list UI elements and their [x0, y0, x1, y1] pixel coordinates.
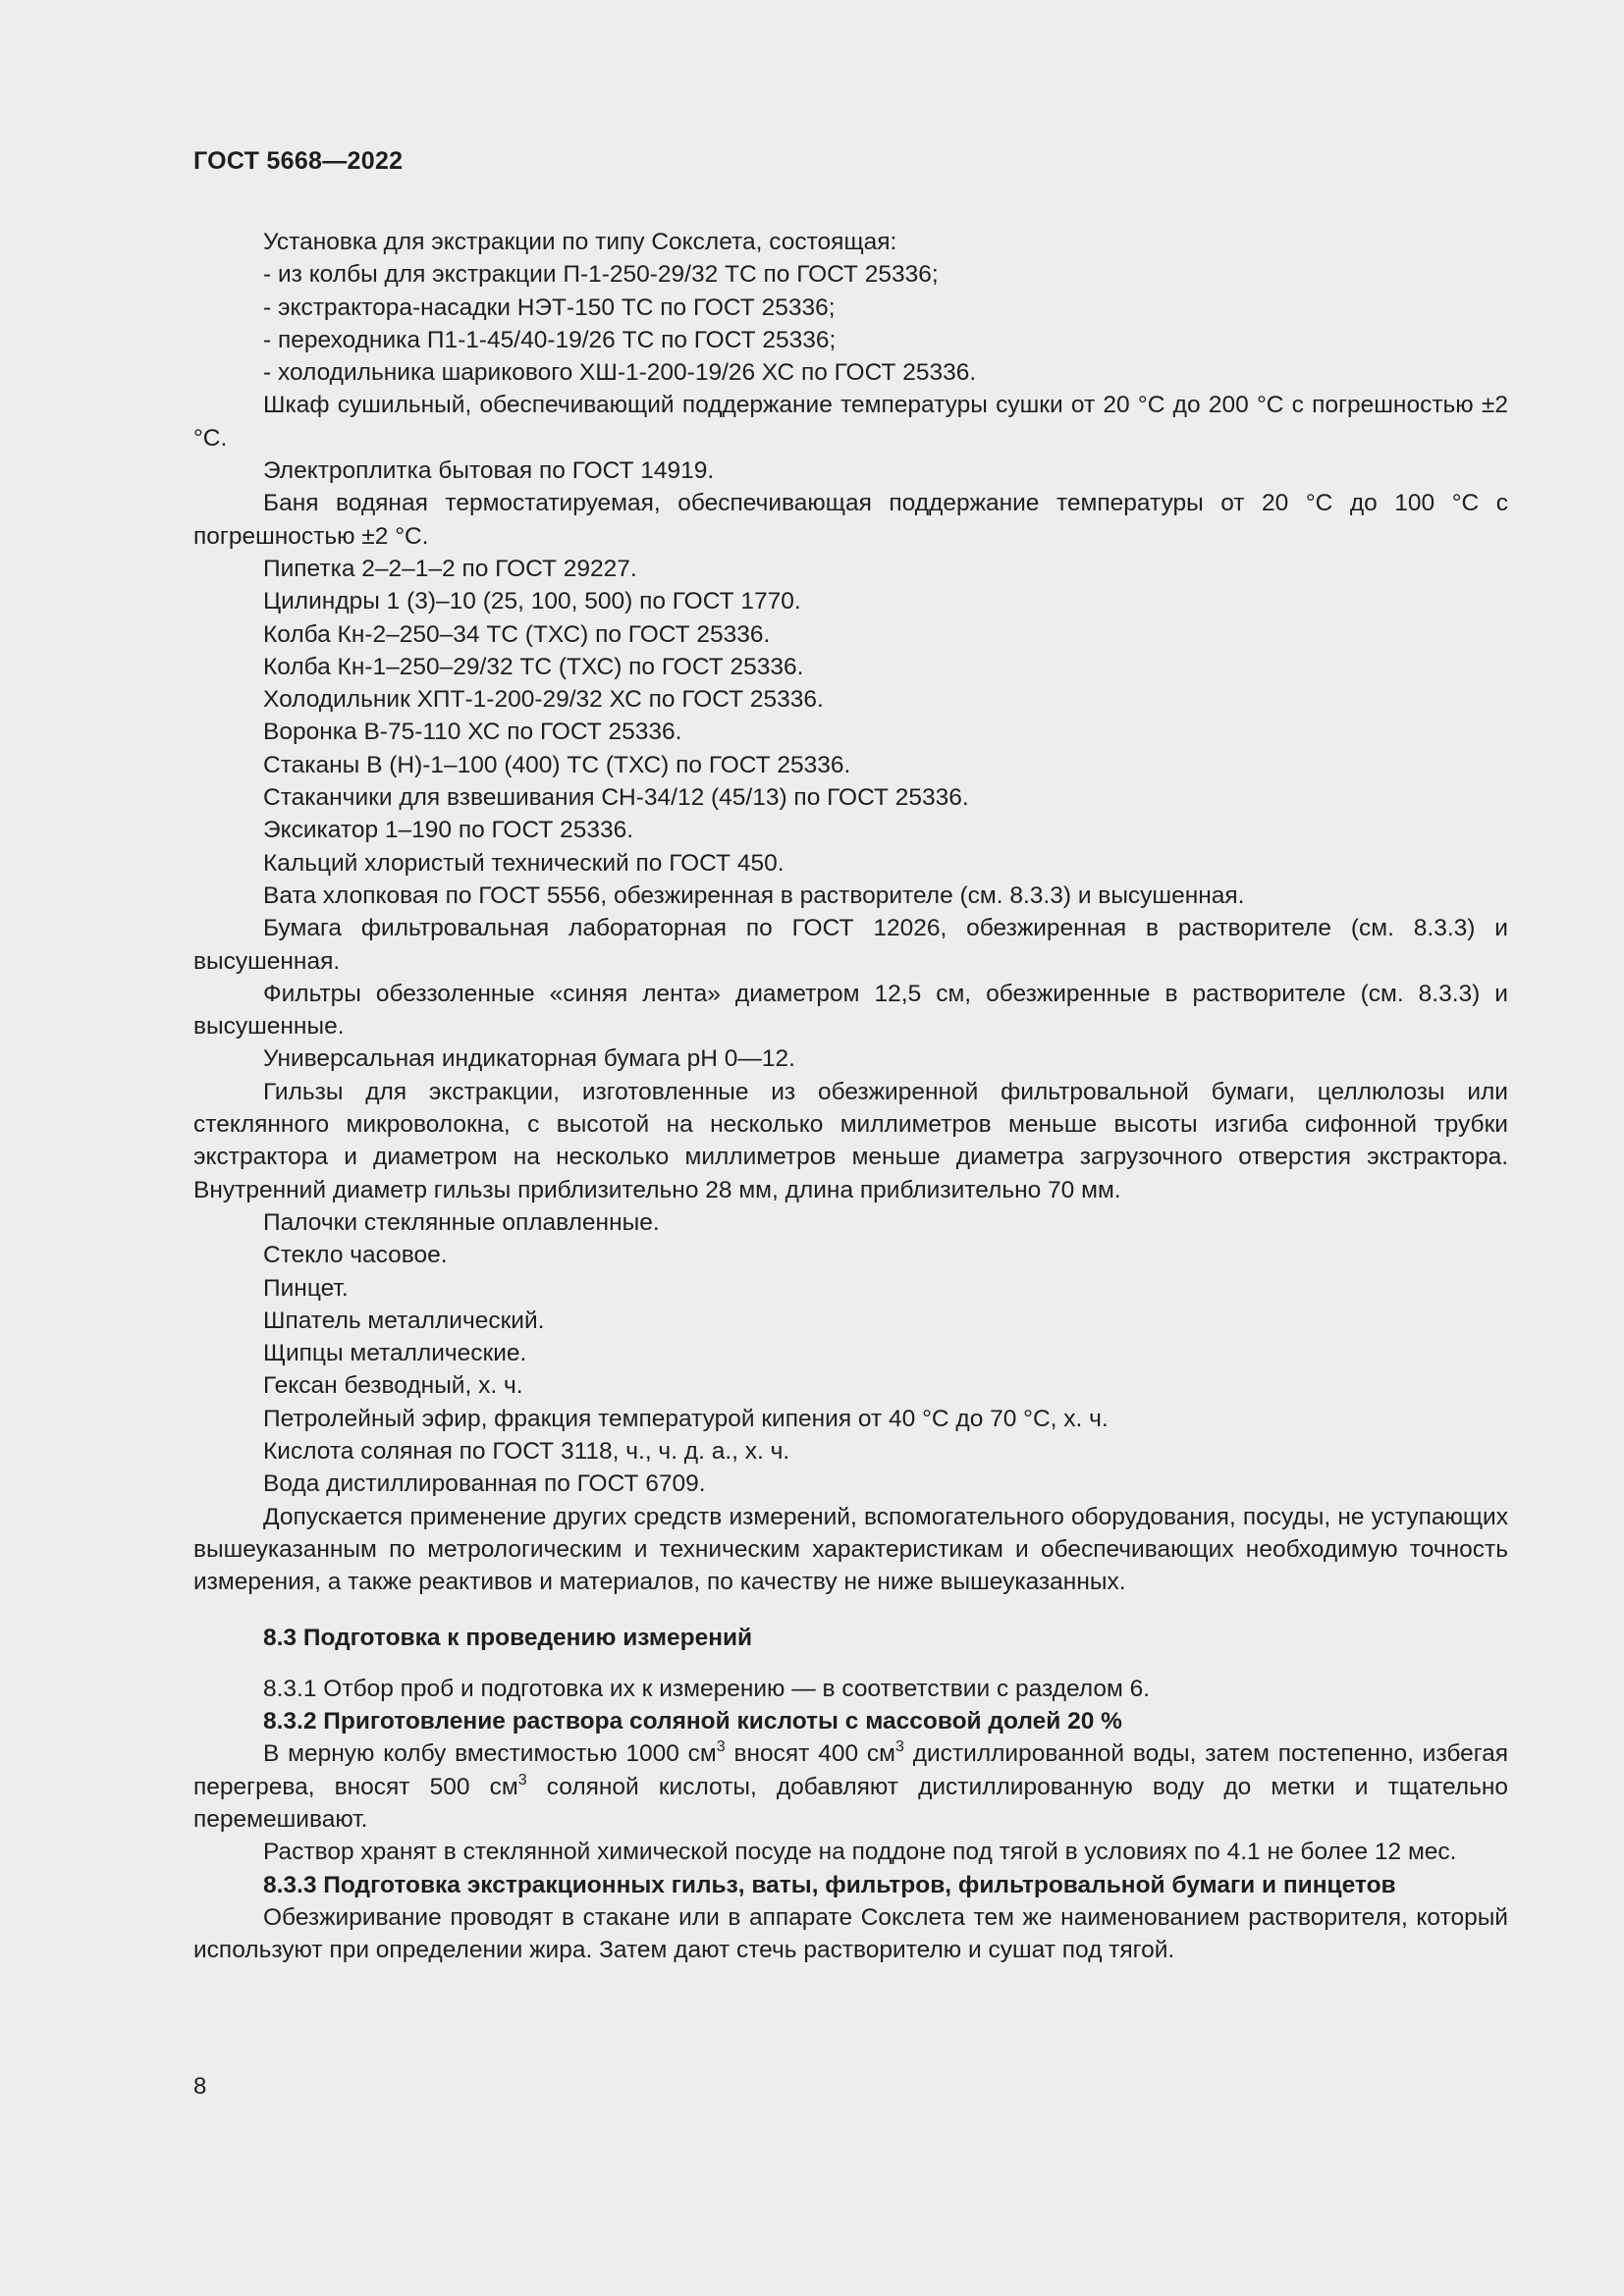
paragraph-cotton-wool: Вата хлопковая по ГОСТ 5556, обезжиренная в растворителе (см. 8.3.3) и высушенная. — [263, 881, 1245, 909]
document-header: ГОСТ 5668—2022 — [193, 147, 404, 175]
subsection-heading-8-3-2: 8.3.2 Приготовление раствора соляной кислоты с массовой долей 20 % — [263, 1708, 1122, 1735]
paragraph-funnel: Воронка В-75-110 ХС по ГОСТ 25336. — [263, 719, 682, 746]
paragraph-filters-blue: Фильтры обеззоленные «синяя лента» диаметром 12,5 см, обезжиренные в растворителе (см. 8.3.3) и высушенные. — [193, 980, 1508, 1041]
paragraph-weighing-bottles: Стаканчики для взвешивания СН-34/12 (45/13) по ГОСТ 25336. — [263, 784, 969, 812]
paragraph-alternatives: Допускается применение других средств измерений, вспомогательного оборудования, посуды, не уступающих вышеуказанным по метрологическим и техническим характеристикам и обеспечивающих необходимую точность измерения, а также реактивов и материалов, по качеству не ниже вышеуказанных. — [193, 1503, 1508, 1596]
list-item-soxhlet-condenser: - холодильника шарикового ХШ-1-200-19/26 ХС по ГОСТ 25336. — [263, 359, 977, 387]
paragraph-thimbles: Гильзы для экстракции, изготовленные из обезжиренной фильтровальной бумаги, целлюлозы или стеклянного микроволокна, с высотой на несколько миллиметров меньше высоты изгиба сифонной трубки экстрактора и диаметром на несколько миллиметров меньше диаметра загрузочного отверстия экстрактора. Внутренний диаметр гильзы приблизительно 28 мм, длина приблизительно 70 мм. — [193, 1078, 1508, 1203]
paragraph-8-3-2-storage: Раствор хранят в стеклянной химической посуде на поддоне под тягой в условиях по 4.1 не более 12 мес. — [263, 1839, 1457, 1866]
list-item-soxhlet-adapter: - переходника П1-1-45/40-19/26 ТС по ГОСТ 25336; — [263, 326, 837, 353]
paragraph-hydrochloric-acid: Кислота соляная по ГОСТ 3118, ч., ч. д. а., х. ч. — [263, 1437, 790, 1465]
paragraph-watch-glass: Стекло часовое. — [263, 1242, 448, 1269]
superscript: 3 — [894, 1738, 904, 1756]
superscript: 3 — [517, 1771, 527, 1789]
paragraph-flask-kn2: Колба Кн-2–250–34 ТС (ТХС) по ГОСТ 25336. — [263, 620, 771, 648]
paragraph-pipette: Пипетка 2–2–1–2 по ГОСТ 29227. — [263, 555, 637, 582]
paragraph-8-3-2-text — [193, 1737, 1508, 1836]
paragraph-8-3-1: 8.3.1 Отбор проб и подготовка их к измерению — в соответствии с разделом 6. — [263, 1675, 1151, 1702]
paragraph-beakers: Стаканы В (Н)-1–100 (400) ТС (ТХС) по ГОСТ 25336. — [263, 751, 851, 778]
paragraph-desiccator: Эксикатор 1–190 по ГОСТ 25336. — [263, 817, 634, 844]
paragraph-water-bath: Баня водяная термостатируемая, обеспечивающая поддержание температуры от 20 °С до 100 °С с погрешностью ±2 °С. — [193, 490, 1508, 550]
paragraph-calcium-chloride: Кальций хлористый технический по ГОСТ 450. — [263, 849, 785, 877]
list-item-soxhlet-flask: - из колбы для экстракции П-1-250-29/32 ТС по ГОСТ 25336; — [263, 261, 939, 289]
paragraph-drying-oven: Шкаф сушильный, обеспечивающий поддержание температуры сушки от 20 °С до 200 °С с погрешностью ±2 °С. — [193, 392, 1508, 452]
paragraph-ph-paper: Универсальная индикаторная бумага pH 0—12. — [263, 1045, 795, 1073]
paragraph-hotplate: Электроплитка бытовая по ГОСТ 14919. — [263, 457, 715, 485]
paragraph-glass-rods: Палочки стеклянные оплавленные. — [263, 1208, 660, 1236]
paragraph-8-3-3-text: Обезжиривание проводят в стакане или в аппарате Сокслета тем же наименованием растворителя, который используют при определении жира. Затем дают стечь растворителю и сушат под тягой. — [193, 1903, 1508, 1964]
paragraph-condenser-hpt: Холодильник ХПТ-1-200-29/32 ХС по ГОСТ 25336. — [263, 686, 824, 714]
paragraph-cylinders: Цилиндры 1 (3)–10 (25, 100, 500) по ГОСТ 1770. — [263, 588, 801, 615]
text-fragment: дистиллированной воды, затем постепенно, избегая перегрева, вносят 500 см — [193, 1740, 1508, 1800]
paragraph-flask-kn1: Колба Кн-1–250–29/32 ТС (ТХС) по ГОСТ 25336. — [263, 653, 804, 680]
paragraph-distilled-water: Вода дистиллированная по ГОСТ 6709. — [263, 1470, 706, 1498]
list-item-soxhlet-extractor: - экстрактора-насадки НЭТ-150 ТС по ГОСТ 25336; — [263, 294, 836, 321]
paragraph-soxhlet-intro: Установка для экстракции по типу Сокслета, состоящая: — [263, 229, 897, 255]
section-heading-8-3: 8.3 Подготовка к проведению измерений — [263, 1625, 753, 1652]
paragraph-tongs: Щипцы металлические. — [263, 1340, 527, 1367]
superscript: 3 — [716, 1738, 726, 1756]
page-number: 8 — [193, 2073, 207, 2100]
subsection-heading-8-3-3: 8.3.3 Подготовка экстракционных гильз, ваты, фильтров, фильтровальной бумаги и пинцетов — [263, 1871, 1396, 1898]
paragraph-filter-paper: Бумага фильтровальная лабораторная по ГОСТ 12026, обезжиренная в растворителе (см. 8.3.3) и высушенная. — [193, 915, 1508, 975]
paragraph-spatula: Шпатель металлический. — [263, 1307, 545, 1334]
document-body — [193, 226, 1508, 1966]
paragraph-tweezers: Пинцет. — [263, 1274, 349, 1302]
text-fragment: соляной кислоты, добавляют дистиллированную воду до метки и тщательно перемешивают. — [193, 1773, 1508, 1833]
paragraph-hexane: Гексан безводный, х. ч. — [263, 1372, 523, 1400]
text-fragment: В мерную колбу вместимостью 1000 см — [263, 1740, 717, 1768]
paragraph-petroleum-ether: Петролейный эфир, фракция температурой кипения от 40 °С до 70 °С, х. ч. — [263, 1405, 1109, 1432]
text-fragment: вносят 400 см — [725, 1740, 895, 1768]
